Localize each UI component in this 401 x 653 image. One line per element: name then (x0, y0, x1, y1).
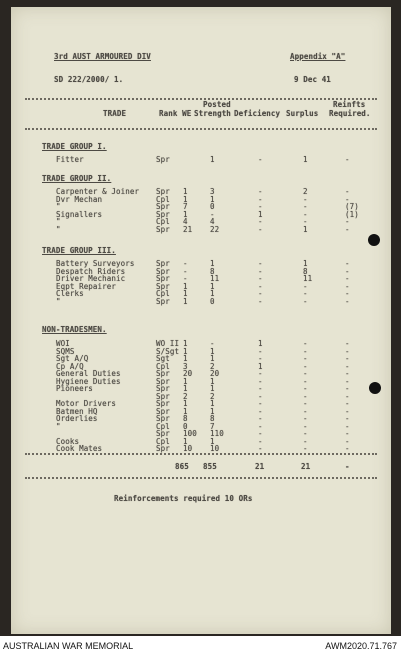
cell-posted: 8 (210, 414, 215, 423)
col-strength-header: Strength (194, 109, 231, 118)
cell-required: - (345, 414, 350, 423)
cell-surplus: - (303, 347, 308, 356)
cell-we: 4 (183, 217, 188, 226)
cell-posted: 11 (210, 274, 220, 283)
appendix-label: Appendix "A" (290, 52, 346, 61)
group-title: TRADE GROUP III. (42, 246, 116, 255)
cell-rank: Spr (156, 377, 170, 386)
document-date: 9 Dec 41 (294, 75, 331, 84)
cell-deficiency: - (258, 392, 263, 401)
cell-posted: 8 (210, 267, 215, 276)
cell-deficiency: - (258, 282, 263, 291)
cell-deficiency: - (258, 384, 263, 393)
cell-deficiency: - (258, 422, 263, 431)
cell-deficiency: - (258, 399, 263, 408)
cell-required: - (345, 362, 350, 371)
header-rule-bottom (25, 128, 377, 130)
cell-surplus: - (303, 210, 308, 219)
cell-required: - (345, 384, 350, 393)
cell-posted: 1 (210, 259, 215, 268)
cell-trade: Batmen HQ (56, 407, 98, 416)
cell-trade: Battery Surveyors (56, 259, 135, 268)
cell-posted: 1 (210, 289, 215, 298)
cell-deficiency: - (258, 259, 263, 268)
cell-posted: 2 (210, 362, 215, 371)
cell-posted: 1 (210, 384, 215, 393)
col-required-header: Required. (329, 109, 371, 118)
total-required: - (345, 462, 350, 471)
cell-required: (7) (345, 202, 359, 211)
cell-posted: 1 (210, 347, 215, 356)
cell-we: 8 (183, 414, 188, 423)
col-rank-header: Rank WE (159, 109, 192, 118)
footer-accession: AWM2020.71.767 (325, 641, 397, 651)
cell-rank: Cpl (156, 289, 170, 298)
cell-trade: Pioneers (56, 384, 93, 393)
cell-surplus: - (303, 422, 308, 431)
cell-rank: Spr (156, 392, 170, 401)
cell-deficiency: - (258, 195, 263, 204)
cell-rank: Spr (156, 155, 170, 164)
cell-required: - (345, 289, 350, 298)
cell-trade: " (56, 297, 61, 306)
cell-deficiency: - (258, 444, 263, 453)
cell-surplus: 2 (303, 187, 308, 196)
cell-trade: Signallers (56, 210, 103, 219)
cell-surplus: - (303, 429, 308, 438)
cell-required: - (345, 195, 350, 204)
cell-posted: 1 (210, 282, 215, 291)
cell-we: 20 (183, 369, 193, 378)
group-title: TRADE GROUP I. (42, 142, 107, 151)
cell-we: 0 (183, 422, 188, 431)
col-reinfts-header: Reinfts (333, 100, 366, 109)
cell-trade: Carpenter & Joiner (56, 187, 140, 196)
cell-trade: Fitter (56, 155, 84, 164)
cell-rank: WO II (156, 339, 180, 348)
cell-required: - (345, 155, 350, 164)
cell-we: 100 (183, 429, 197, 438)
cell-we: 3 (183, 362, 188, 371)
cell-rank: Spr (156, 407, 170, 416)
cell-required: - (345, 444, 350, 453)
cell-we: 1 (183, 354, 188, 363)
cell-trade: Orderlies (56, 414, 98, 423)
cell-trade: Dvr Mechan (56, 195, 103, 204)
cell-deficiency: - (258, 202, 263, 211)
cell-deficiency: 1 (258, 210, 263, 219)
cell-surplus: - (303, 437, 308, 446)
cell-deficiency: - (258, 429, 263, 438)
document-page (11, 7, 391, 634)
group-title: TRADE GROUP II. (42, 174, 112, 183)
cell-deficiency: - (258, 289, 263, 298)
cell-posted: 1 (210, 399, 215, 408)
cell-posted: 4 (210, 217, 215, 226)
group-title: NON-TRADESMEN. (42, 325, 107, 334)
cell-rank: Spr (156, 210, 170, 219)
cell-surplus: 1 (303, 225, 308, 234)
cell-deficiency: - (258, 155, 263, 164)
punch-hole-bottom (369, 382, 381, 394)
cell-required: - (345, 274, 350, 283)
cell-we: 10 (183, 444, 193, 453)
cell-deficiency: - (258, 354, 263, 363)
cell-posted: 0 (210, 202, 215, 211)
cell-we: 7 (183, 202, 188, 211)
header-rule-top (25, 98, 377, 100)
cell-posted: 7 (210, 422, 215, 431)
cell-deficiency: 1 (258, 339, 263, 348)
cell-we: 1 (183, 297, 188, 306)
cell-rank: Spr (156, 187, 170, 196)
cell-posted: 22 (210, 225, 220, 234)
cell-surplus: - (303, 339, 308, 348)
cell-required: - (345, 297, 350, 306)
cell-required: - (345, 399, 350, 408)
cell-rank: Spr (156, 369, 170, 378)
cell-posted: 10 (210, 444, 220, 453)
cell-we: - (183, 267, 188, 276)
cell-required: - (345, 267, 350, 276)
cell-we: 1 (183, 384, 188, 393)
cell-we: 1 (183, 407, 188, 416)
cell-we: 1 (183, 339, 188, 348)
cell-deficiency: - (258, 274, 263, 283)
cell-surplus: 1 (303, 259, 308, 268)
cell-deficiency: - (258, 217, 263, 226)
cell-required: (1) (345, 210, 359, 219)
cell-deficiency: - (258, 437, 263, 446)
total-we: 865 (175, 462, 189, 471)
cell-trade: Cp A/Q (56, 362, 84, 371)
cell-surplus: - (303, 399, 308, 408)
cell-posted: 2 (210, 392, 215, 401)
cell-rank: Spr (156, 267, 170, 276)
cell-we: 1 (183, 437, 188, 446)
cell-trade: " (56, 217, 61, 226)
cell-rank: Spr (156, 259, 170, 268)
total-surplus: 21 (301, 462, 311, 471)
cell-rank: Cpl (156, 437, 170, 446)
reinforcement-summary: Reinforcements required 10 ORs (114, 494, 253, 503)
cell-rank: Spr (156, 282, 170, 291)
cell-rank: Spr (156, 429, 170, 438)
cell-rank: Cpl (156, 217, 170, 226)
cell-rank: Spr (156, 384, 170, 393)
cell-trade: " (56, 202, 61, 211)
cell-posted: 0 (210, 297, 215, 306)
cell-surplus: - (303, 407, 308, 416)
cell-surplus: 8 (303, 267, 308, 276)
cell-surplus: - (303, 384, 308, 393)
cell-rank: Cpl (156, 195, 170, 204)
cell-we: 1 (183, 289, 188, 298)
cell-rank: Cpl (156, 422, 170, 431)
cell-deficiency: - (258, 267, 263, 276)
cell-trade: Cooks (56, 437, 80, 446)
cell-posted: 1 (210, 155, 215, 164)
total-posted: 855 (203, 462, 217, 471)
cell-posted: 1 (210, 195, 215, 204)
cell-trade: Cook Mates (56, 444, 103, 453)
footer-source: AUSTRALIAN WAR MEMORIAL (3, 641, 134, 651)
cell-we: 1 (183, 347, 188, 356)
cell-required: - (345, 225, 350, 234)
cell-we: 21 (183, 225, 193, 234)
cell-required: - (345, 282, 350, 291)
cell-required: - (345, 259, 350, 268)
cell-required: - (345, 437, 350, 446)
cell-posted: 3 (210, 187, 215, 196)
cell-rank: Spr (156, 444, 170, 453)
cell-trade: Clerks (56, 289, 84, 298)
cell-required: - (345, 422, 350, 431)
cell-we: - (183, 274, 188, 283)
cell-posted: 20 (210, 369, 220, 378)
cell-deficiency: - (258, 407, 263, 416)
cell-required: - (345, 187, 350, 196)
cell-surplus: - (303, 217, 308, 226)
cell-posted: 1 (210, 407, 215, 416)
cell-required: - (345, 429, 350, 438)
cell-deficiency: - (258, 187, 263, 196)
cell-trade: WOI (56, 339, 70, 348)
cell-surplus: - (303, 195, 308, 204)
archive-footer (0, 636, 401, 653)
cell-surplus: - (303, 377, 308, 386)
cell-trade: Motor Drivers (56, 399, 116, 408)
cell-required: - (345, 217, 350, 226)
cell-posted: 1 (210, 437, 215, 446)
cell-rank: Cpl (156, 362, 170, 371)
cell-surplus: - (303, 289, 308, 298)
col-trade-header: TRADE (103, 109, 127, 118)
cell-trade: Eqpt Repairer (56, 282, 116, 291)
cell-required: - (345, 369, 350, 378)
reference-number: SD 222/2000/ 1. (54, 75, 124, 84)
total-deficiency: 21 (255, 462, 265, 471)
cell-surplus: - (303, 414, 308, 423)
cell-we: 1 (183, 399, 188, 408)
cell-trade: Driver Mechanic (56, 274, 126, 283)
cell-posted: 1 (210, 354, 215, 363)
cell-we: - (183, 259, 188, 268)
cell-required: - (345, 377, 350, 386)
cell-rank: Spr (156, 274, 170, 283)
cell-deficiency: - (258, 297, 263, 306)
cell-trade: Hygiene Duties (56, 377, 121, 386)
cell-deficiency: 1 (258, 362, 263, 371)
cell-deficiency: - (258, 414, 263, 423)
cell-trade: Sgt A/Q (56, 354, 89, 363)
totals-rule-bottom (25, 477, 377, 479)
cell-deficiency: - (258, 377, 263, 386)
cell-rank: Spr (156, 202, 170, 211)
cell-rank: Spr (156, 414, 170, 423)
cell-surplus: - (303, 282, 308, 291)
unit-title: 3rd AUST ARMOURED DIV (54, 52, 151, 61)
cell-posted: - (210, 339, 215, 348)
cell-surplus: 11 (303, 274, 313, 283)
col-surplus-header: Surplus (286, 109, 319, 118)
cell-we: 1 (183, 282, 188, 291)
cell-we: 1 (183, 377, 188, 386)
cell-posted: - (210, 210, 215, 219)
cell-we: 1 (183, 187, 188, 196)
cell-required: - (345, 392, 350, 401)
col-deficiency-header: Deficiency (234, 109, 281, 118)
cell-surplus: - (303, 392, 308, 401)
cell-required: - (345, 407, 350, 416)
cell-trade: SQMS (56, 347, 75, 356)
cell-surplus: 1 (303, 155, 308, 164)
cell-deficiency: - (258, 225, 263, 234)
col-posted-header: Posted (203, 100, 231, 109)
cell-trade: " (56, 225, 61, 234)
cell-surplus: - (303, 297, 308, 306)
cell-posted: 110 (210, 429, 224, 438)
cell-rank: Spr (156, 399, 170, 408)
cell-rank: Spr (156, 225, 170, 234)
cell-trade: General Duties (56, 369, 121, 378)
punch-hole-top (368, 234, 380, 246)
cell-rank: Spr (156, 297, 170, 306)
cell-we: 2 (183, 392, 188, 401)
cell-trade: Despatch Riders (56, 267, 126, 276)
cell-we: 1 (183, 195, 188, 204)
cell-deficiency: - (258, 369, 263, 378)
cell-trade: " (56, 422, 61, 431)
cell-surplus: - (303, 202, 308, 211)
cell-surplus: - (303, 444, 308, 453)
totals-rule-top (25, 453, 377, 455)
cell-surplus: - (303, 354, 308, 363)
cell-we: 1 (183, 210, 188, 219)
cell-deficiency: - (258, 347, 263, 356)
cell-required: - (345, 339, 350, 348)
cell-required: - (345, 354, 350, 363)
cell-posted: 1 (210, 377, 215, 386)
cell-required: - (345, 347, 350, 356)
cell-rank: S/Sgt (156, 347, 180, 356)
cell-rank: Sgt (156, 354, 170, 363)
cell-surplus: - (303, 369, 308, 378)
cell-surplus: - (303, 362, 308, 371)
